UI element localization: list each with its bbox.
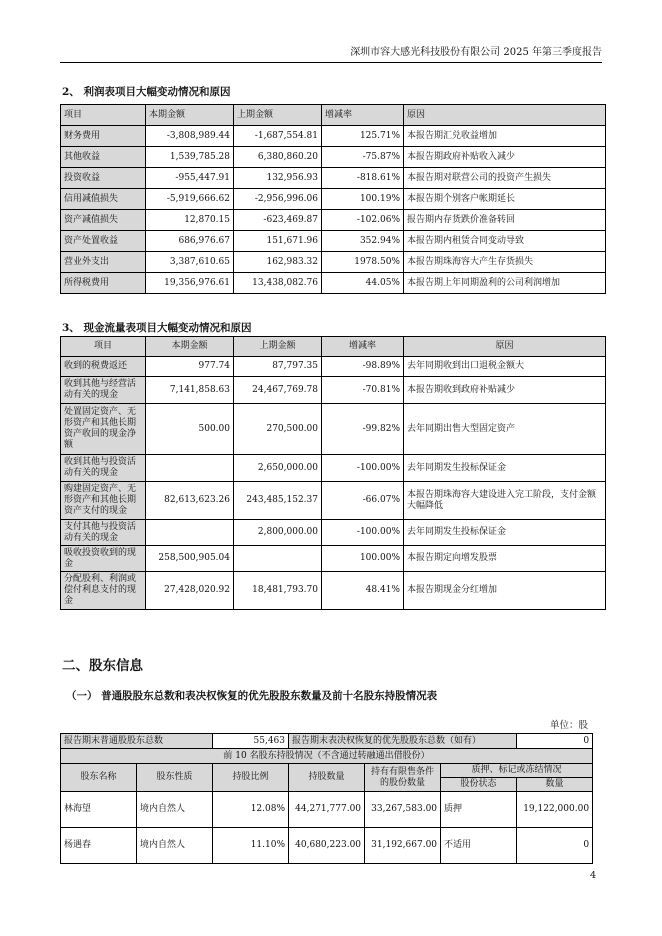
holder-status: 质押 <box>441 792 517 828</box>
item-cell: 其他收益 <box>61 147 146 168</box>
prior-cell: 2,650,000.00 <box>234 455 322 482</box>
table-header-row <box>61 764 593 778</box>
item-cell: 吸收投资收到的现金 <box>61 546 146 572</box>
reason-cell: 本报告期现金分红增加 <box>404 572 606 610</box>
unit-label: 单位：股 <box>549 720 588 731</box>
table-row <box>61 572 606 610</box>
prior-cell: 243,485,152.37 <box>234 482 322 520</box>
income-statement-table <box>60 104 606 294</box>
table-row <box>61 210 606 231</box>
table-row <box>61 377 606 404</box>
holder-name: 林海望 <box>61 792 137 828</box>
current-cell: 977.74 <box>146 357 234 377</box>
prior-cell: 13,438,082.76 <box>234 273 322 294</box>
shareholders-table <box>60 733 593 864</box>
page-number: 4 <box>589 870 596 881</box>
reason-cell: 报告期内存货跌价准备转回 <box>404 210 606 231</box>
header-cell: 增减率 <box>322 337 404 357</box>
item-cell: 处置固定资产、无形资产和其他长期资产收回的现金净额 <box>61 404 146 455</box>
current-cell: 258,500,905.04 <box>146 546 234 572</box>
header-cell: 股东名称 <box>61 764 137 792</box>
table-row <box>61 404 606 455</box>
holder-qty: 44,271,777.00 <box>289 792 365 828</box>
prior-cell: -1,687,554.81 <box>234 126 322 147</box>
header-cell: 质押、标记或冻结情况 <box>441 764 593 778</box>
header-cell: 原因 <box>404 105 606 126</box>
current-cell <box>146 520 234 546</box>
item-cell: 收到的税费返还 <box>61 357 146 377</box>
table-row <box>61 189 606 210</box>
current-cell: 686,976.67 <box>146 231 234 252</box>
item-cell: 信用减值损失 <box>61 189 146 210</box>
header-cell: 持股数量 <box>289 764 365 792</box>
holder-ratio: 11.10% <box>213 828 289 864</box>
prior-cell: 18,481,793.70 <box>234 572 322 610</box>
prior-cell: 6,380,860.20 <box>234 147 322 168</box>
current-cell: 19,356,976.61 <box>146 273 234 294</box>
item-cell: 营业外支出 <box>61 252 146 273</box>
item-cell: 购建固定资产、无形资产和其他长期资产支付的现金 <box>61 482 146 520</box>
reason-cell: 去年同期发生投标保证金 <box>404 455 606 482</box>
holder-qty: 40,680,223.00 <box>289 828 365 864</box>
current-cell: -5,919,666.62 <box>146 189 234 210</box>
change-cell: 44.05% <box>322 273 404 294</box>
reason-cell: 本报告期个别客户帐期延长 <box>404 189 606 210</box>
header-cell: 本期金额 <box>146 105 234 126</box>
holder-restricted: 31,192,667.00 <box>365 828 441 864</box>
top10-title: 前 10 名股东持股情况（不含通过转融通出借股份） <box>61 749 593 764</box>
reason-cell: 本报告期对联营公司的投资产生损失 <box>404 168 606 189</box>
change-cell: 48.41% <box>322 572 404 610</box>
item-cell: 投资收益 <box>61 168 146 189</box>
reason-cell: 本报告期内租赁合同变动导致 <box>404 231 606 252</box>
prior-cell: 24,467,769.78 <box>234 377 322 404</box>
holder-nature: 境内自然人 <box>137 792 213 828</box>
total-holders-value: 55,463 <box>213 734 289 749</box>
subsection-title: （一） 普通股股东总数和表决权恢复的优先股股东数量及前十名股东持股情况表 <box>66 690 438 702</box>
holder-ratio: 12.08% <box>213 792 289 828</box>
change-cell: 100.19% <box>322 189 404 210</box>
change-cell: -70.81% <box>322 377 404 404</box>
summary-row <box>61 734 593 749</box>
table-row <box>61 455 606 482</box>
reason-cell: 本报告期上年同期盈利的公司利润增加 <box>404 273 606 294</box>
current-cell: 7,141,858.63 <box>146 377 234 404</box>
holder-amount: 0 <box>517 828 593 864</box>
page-header: 深圳市容大感光科技股份有限公司 2025 年第三季度报告 <box>60 40 602 63</box>
table-header-row <box>61 105 606 126</box>
prior-cell: -623,469.87 <box>234 210 322 231</box>
prior-cell: 162,983.32 <box>234 252 322 273</box>
change-cell: -99.82% <box>322 404 404 455</box>
change-cell: -75.87% <box>322 147 404 168</box>
reason-cell: 本报告期汇兑收益增加 <box>404 126 606 147</box>
table-row <box>61 147 606 168</box>
current-cell: 1,539,785.28 <box>146 147 234 168</box>
current-cell: -3,808,989.44 <box>146 126 234 147</box>
change-cell: -102.06% <box>322 210 404 231</box>
reason-cell: 去年同期收到出口退税金额大 <box>404 357 606 377</box>
current-cell: 500.00 <box>146 404 234 455</box>
preferred-holders-label: 报告期末表决权恢复的优先股股东总数（如有） <box>289 734 517 749</box>
header-cell: 股东性质 <box>137 764 213 792</box>
item-cell: 支付其他与投资活动有关的现金 <box>61 520 146 546</box>
header-cell: 原因 <box>404 337 606 357</box>
prior-cell: 132,956.93 <box>234 168 322 189</box>
change-cell: -66.07% <box>322 482 404 520</box>
header-cell: 增减率 <box>322 105 404 126</box>
change-cell: 1978.50% <box>322 252 404 273</box>
top10-title-row <box>61 749 593 764</box>
change-cell: -98.89% <box>322 357 404 377</box>
section-title-income: 2、 利润表项目大幅变动情况和原因 <box>62 86 231 98</box>
table-row <box>61 828 593 864</box>
prior-cell <box>234 546 322 572</box>
total-holders-label: 报告期末普通股股东总数 <box>61 734 213 749</box>
change-cell: -100.00% <box>322 455 404 482</box>
header-cell: 项目 <box>61 337 146 357</box>
change-cell: -818.61% <box>322 168 404 189</box>
table-row <box>61 126 606 147</box>
table-row <box>61 520 606 546</box>
reason-cell: 本报告期珠海容大建设进入完工阶段，支付金额大幅降低 <box>404 482 606 520</box>
table-row <box>61 482 606 520</box>
reason-cell: 去年同期出售大型固定资产 <box>404 404 606 455</box>
item-cell: 资产减值损失 <box>61 210 146 231</box>
prior-cell: 2,800,000.00 <box>234 520 322 546</box>
holder-name: 杨遇春 <box>61 828 137 864</box>
table-header-row <box>61 337 606 357</box>
reason-cell: 本报告期政府补贴收入减少 <box>404 147 606 168</box>
current-cell: 12,870.15 <box>146 210 234 231</box>
reason-cell: 本报告期定向增发股票 <box>404 546 606 572</box>
holder-nature: 境内自然人 <box>137 828 213 864</box>
reason-cell: 本报告期收到政府补贴减少 <box>404 377 606 404</box>
cashflow-table <box>60 336 606 610</box>
reason-cell: 本报告期珠海容大产生存货损失 <box>404 252 606 273</box>
section-title-cashflow: 3、 现金流量表项目大幅变动情况和原因 <box>62 322 252 334</box>
item-cell: 资产处置收益 <box>61 231 146 252</box>
current-cell: 27,428,020.92 <box>146 572 234 610</box>
current-cell: 82,613,623.26 <box>146 482 234 520</box>
table-row <box>61 168 606 189</box>
prior-cell: 270,500.00 <box>234 404 322 455</box>
table-row <box>61 546 606 572</box>
change-cell: 125.71% <box>322 126 404 147</box>
item-cell: 财务费用 <box>61 126 146 147</box>
table-row <box>61 357 606 377</box>
preferred-holders-value: 0 <box>517 734 593 749</box>
reason-cell: 去年同期发生投标保证金 <box>404 520 606 546</box>
item-cell: 收到其他与投资活动有关的现金 <box>61 455 146 482</box>
prior-cell: -2,956,996.06 <box>234 189 322 210</box>
table-row <box>61 231 606 252</box>
header-cell: 股份状态 <box>441 778 517 792</box>
current-cell <box>146 455 234 482</box>
table-row <box>61 792 593 828</box>
header-cell: 本期金额 <box>146 337 234 357</box>
change-cell: -100.00% <box>322 520 404 546</box>
header-cell: 上期金额 <box>234 105 322 126</box>
holder-restricted: 33,267,583.00 <box>365 792 441 828</box>
header-cell: 持有有限售条件的股份数量 <box>365 764 441 792</box>
prior-cell: 151,671.96 <box>234 231 322 252</box>
part-title-shareholders: 二、股东信息 <box>62 658 143 674</box>
change-cell: 100.00% <box>322 546 404 572</box>
header-cell: 项目 <box>61 105 146 126</box>
holder-status: 不适用 <box>441 828 517 864</box>
table-row <box>61 252 606 273</box>
item-cell: 所得税费用 <box>61 273 146 294</box>
prior-cell: 87,797.35 <box>234 357 322 377</box>
header-cell: 持股比例 <box>213 764 289 792</box>
item-cell: 分配股利、利润或偿付利息支付的现金 <box>61 572 146 610</box>
header-cell: 数量 <box>517 778 593 792</box>
current-cell: -955,447.91 <box>146 168 234 189</box>
change-cell: 352.94% <box>322 231 404 252</box>
item-cell: 收到其他与经营活动有关的现金 <box>61 377 146 404</box>
current-cell: 3,387,610.65 <box>146 252 234 273</box>
holder-amount: 19,122,000.00 <box>517 792 593 828</box>
table-row <box>61 273 606 294</box>
header-cell: 上期金额 <box>234 337 322 357</box>
